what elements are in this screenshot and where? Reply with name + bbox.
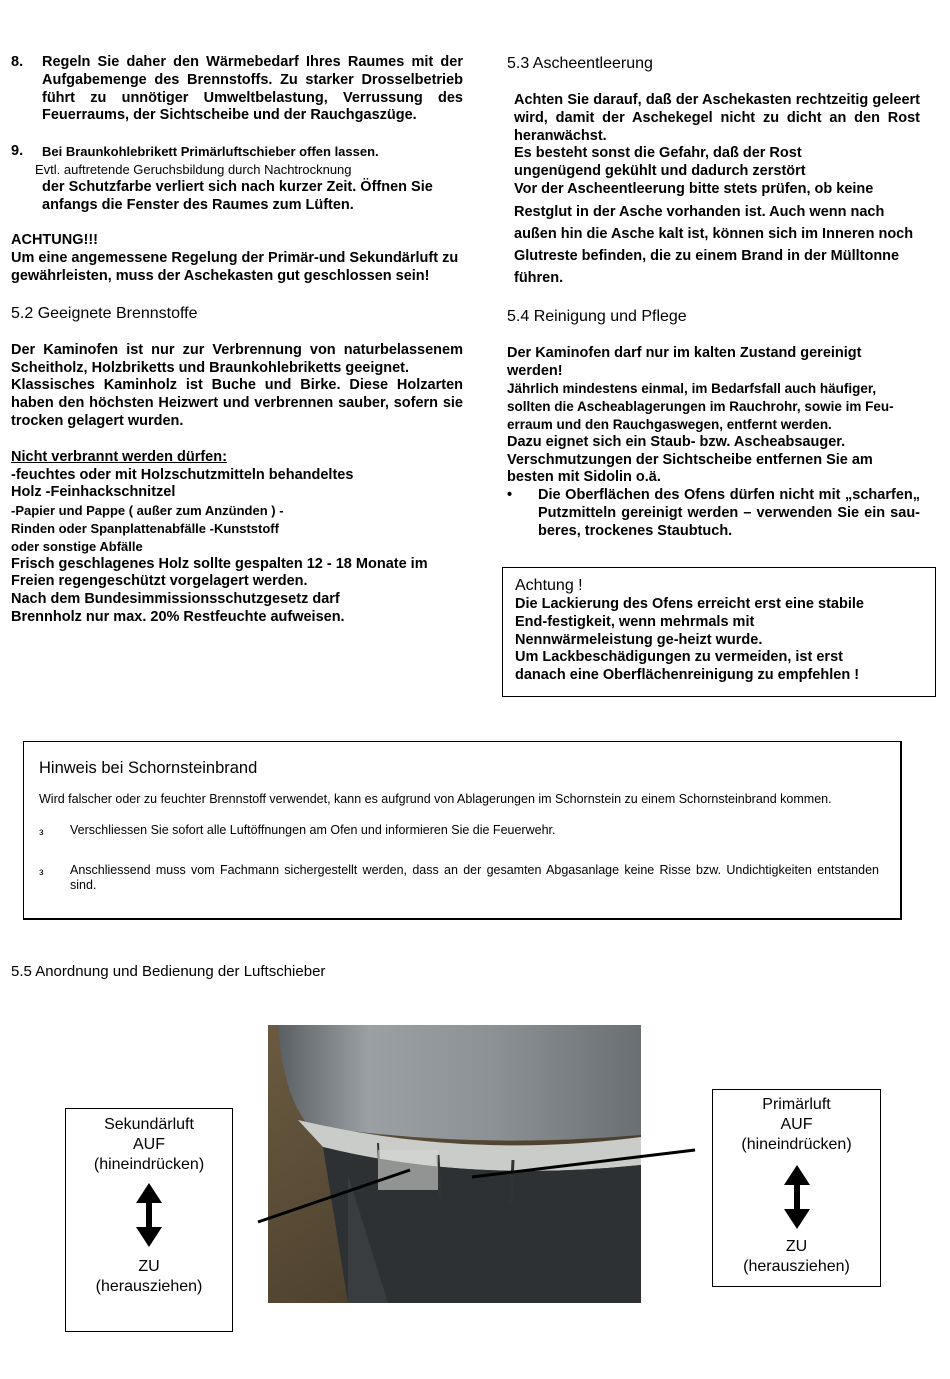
note-line: Um Lackbeschädigungen zu vermeiden, ist erst <box>515 649 843 666</box>
hint-item <box>39 863 879 893</box>
bullet-text: Die Oberflächen des Ofens dürfen nicht mit „scharfen„ Putzmitteln gereinigt werden – verwenden Sie ein sau-beres, trockenes Staubtuch. <box>538 487 920 539</box>
note-line: danach eine Oberflächenreinigung zu empfehlen ! <box>515 667 860 684</box>
item-9 <box>11 143 463 161</box>
secondary-air-close: ZU <box>138 1258 160 1275</box>
secondary-air-open-hint: (hineindrücken) <box>93 1156 205 1173</box>
note-line: End-festigkeit, wenn mehrmals mit <box>515 613 755 630</box>
section-5-2-para2: Klassisches Kaminholz ist Buche und Birke. Diese Holzarten haben den höchsten Heizwert und verbrennen sauber, sofern sie trocken gelagert wurden. <box>11 377 463 429</box>
hint-item-text: Verschliessen Sie sofort alle Luftöffnungen am Ofen und informieren Sie die Feuerwehr. <box>70 823 556 837</box>
primary-air-open-hint: (hineindrücken) <box>741 1136 852 1153</box>
section-5-4-bullet <box>507 487 920 540</box>
hint-item <box>39 823 879 840</box>
section-5-3-para4: Restglut in der Asche vorhanden ist. Auch wenn nach außen hin die Asche kalt ist, können sich im Inneren noch Glutreste befinden, die zu einem Brand in der Mülltonne führen. <box>514 203 914 286</box>
right-column <box>507 54 920 541</box>
chimney-fire-hint-box <box>23 741 902 920</box>
secondary-air-close-hint: (herausziehen) <box>95 1278 203 1295</box>
section-5-4-para3: Dazu eignet sich ein Staub- bzw. Ascheabsauger. <box>507 433 846 450</box>
hint-title: Hinweis bei Schornsteinbrand <box>39 759 258 777</box>
item-9-line2: Evtl. auftretende Geruchsbildung durch Nachtrocknung <box>35 161 352 177</box>
left-column <box>11 54 463 627</box>
section-5-3-para1: Achten Sie darauf, daß der Aschekasten rechtzeitig geleert wird, damit der Aschekegel nicht zu dicht an den Rost heranwächst. <box>514 92 920 144</box>
item-number: 9. <box>11 143 24 160</box>
law-line: Nach dem Bundesimmissionsschutzgesetz darf <box>11 591 340 608</box>
section-5-3-para3: Vor der Ascheentleerung bitte stets prüfen, ob keine <box>514 180 874 197</box>
achtung-text: Um eine angemessene Regelung der Primär-und Sekundärluft zu gewährleisten, muss der Aschekasten gut geschlossen sein! <box>11 250 459 284</box>
primary-air-title: Primärluft <box>762 1096 831 1113</box>
secondary-air-label-box <box>65 1108 233 1332</box>
item-text: Bei Braunkohlebrikett Primärluftschieber offen lassen. <box>42 144 379 160</box>
note-line: Nennwärmeleistung ge-heizt wurde. <box>515 631 763 648</box>
stove-photo <box>268 1025 641 1303</box>
item-number: 8. <box>11 54 24 70</box>
primary-air-close: ZU <box>785 1238 808 1255</box>
primary-air-label-box <box>712 1089 881 1287</box>
section-5-3-para2: ungenügend gekühlt und dadurch zerstört <box>514 163 806 180</box>
item-8 <box>11 54 463 125</box>
primary-air-open: AUF <box>780 1116 813 1133</box>
section-5-2-title: 5.2 Geeignete Brennstoffe <box>11 304 198 322</box>
bullet-dot: • <box>507 487 513 504</box>
achtung-note-box <box>502 567 936 697</box>
section-5-3-title: 5.3 Ascheentleerung <box>507 55 653 72</box>
hint-intro: Wird falscher oder zu feuchter Brennstoff verwendet, kann es aufgrund von Ablagerungen im Schornstein zu einem Schornsteinbrand kommen. <box>39 792 832 806</box>
section-5-2-para1: Der Kaminofen ist nur zur Verbrennung von naturbelassenem Scheitholz, Holzbriketts und Braunkohlebriketts geeignet. <box>11 341 463 376</box>
hint-bullet: з <box>39 827 44 838</box>
not-burn-title: Nicht verbrannt werden dürfen: <box>11 448 227 465</box>
primary-air-close-hint: (herausziehen) <box>743 1258 850 1275</box>
secondary-air-open: AUF <box>133 1136 165 1153</box>
not-burn-line: Holz -Feinhackschnitzel <box>11 484 176 501</box>
item-9-line3: der Schutzfarbe verliert sich nach kurzer Zeit. Öffnen Sie anfangs die Fenster des Raumes zum Lüften. <box>42 178 433 213</box>
achtung-heading: ACHTUNG!!! <box>11 232 98 249</box>
not-burn-line: oder sonstige Abfälle <box>11 538 143 554</box>
hint-bullet: з <box>39 867 44 878</box>
not-burn-line: -Papier und Pappe ( außer zum Anzünden ) - <box>11 503 284 519</box>
up-down-arrow-icon <box>784 1165 810 1229</box>
section-5-5-title: 5.5 Anordnung und Bedienung der Luftschieber <box>11 963 326 980</box>
not-burn-line: -feuchtes oder mit Holzschutzmitteln behandeltes <box>11 466 354 483</box>
law-line: Brennholz nur max. 20% Restfeuchte aufweisen. <box>11 608 345 625</box>
section-5-4-para4: Verschmutzungen der Sichtscheibe entfernen Sie am besten mit Sidolin o.ä. <box>507 451 873 486</box>
secondary-air-title: Sekundärluft <box>104 1116 194 1133</box>
section-5-4-para2: Jährlich mindestens einmal, im Bedarfsfall auch häufiger, sollten die Ascheablagerungen im Rauchrohr, sowie im Feu-erraum und den Rauchgaswegen, entfernt werden. <box>507 381 894 432</box>
up-down-arrow-icon <box>136 1183 162 1247</box>
section-5-4-title: 5.4 Reinigung und Pflege <box>507 307 687 325</box>
note-line: Die Lackierung des Ofens erreicht erst eine stabile <box>515 596 864 612</box>
section-5-3-para2: Es besteht sonst die Gefahr, daß der Rost <box>514 145 802 162</box>
section-5-4-para1: Der Kaminofen darf nur im kalten Zustand gereinigt werden! <box>507 344 862 379</box>
note-title: Achtung ! <box>515 577 583 594</box>
item-text: Regeln Sie daher den Wärmebedarf Ihres Raumes mit der Aufgabemenge des Brennstoffs. Zu starker Drosselbetrieb führt zu unnötiger Umweltbelastung, Verrussung des Feuerraums, der Sichtscheibe und der Rauchgaszüge. <box>42 54 463 124</box>
fresh-wood-text: Frisch geschlagenes Holz sollte gespalten 12 - 18 Monate im Freien regengeschützt vorgelagert werden. <box>11 555 428 590</box>
hint-item-text: Anschliessend muss vom Fachmann sichergestellt werden, dass an der gesamten Abgasanlage keine Risse bzw. Undichtigkeiten entstanden sind. <box>70 863 879 892</box>
not-burn-line: Rinden oder Spanplattenabfälle -Kunststoff <box>11 520 279 536</box>
